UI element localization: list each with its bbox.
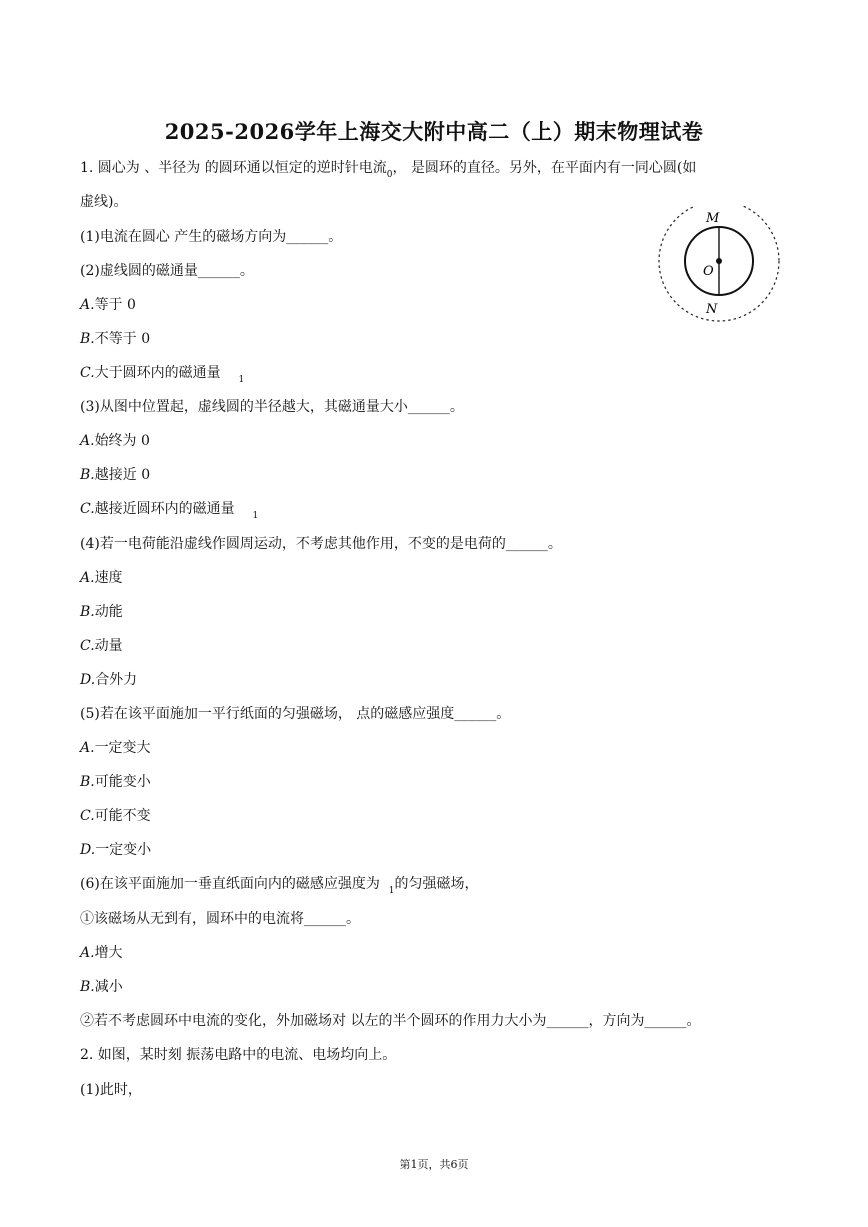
q1-p2-option-c: C.大于圆环内的磁通量 $_1$ [80, 365, 245, 385]
q1-part3: (3)从图中位置起，虚线圆的半径越大，其磁通量大小______。 [80, 399, 464, 415]
label-m: M [706, 211, 720, 226]
q1-part1: (1)电流在圆心 产生的磁场方向为______。 [80, 229, 343, 245]
center-dot [716, 258, 722, 264]
q1-p2-option-a: A.等于 0 [80, 297, 136, 313]
q1-p3-option-c: C.越接近圆环内的磁通量 $_1$ [80, 501, 259, 521]
label-o: O [703, 264, 714, 279]
ring-figure [655, 206, 783, 326]
q1-p2-option-b: B.不等于 0 [80, 331, 151, 347]
q1-stem: 1. 圆心为 、半径为 的圆环通以恒定的逆时针电流$_0$， 是圆环的直径。另外，在平面内有一同心圆(如 [80, 160, 697, 180]
q1-p6i-option-a: A.增大 [80, 945, 123, 961]
q1-stem-line2: 虚线)。 [80, 194, 128, 210]
label-n: N [706, 302, 718, 317]
q1-part6-ii: ②若不考虑圆环中电流的变化，外加磁场对 以左的半个圆环的作用力大小为______，方向为______。 [80, 1013, 701, 1029]
q1-part6: (6)在该平面施加一垂直纸面向内的磁感应强度为 $_1$的匀强磁场， [80, 876, 479, 896]
q1-p5-option-a: A.一定变大 [80, 740, 151, 756]
q1-p5-option-d: D.一定变小 [80, 842, 152, 858]
page-footer: 第1页，共6页 [399, 1158, 469, 1171]
q1-p5-option-b: B.可能变小 [80, 774, 151, 790]
q1-p3-option-b: B.越接近 0 [80, 467, 151, 483]
q2-part1: (1)此时， [80, 1082, 142, 1098]
q1-part5: (5)若在该平面施加一平行纸面的匀强磁场， 点的磁感应强度______。 [80, 706, 511, 722]
q1-p4-option-d: D.合外力 [80, 672, 138, 688]
q1-p4-option-a: A.速度 [80, 570, 123, 586]
q1-part4: (4)若一电荷能沿虚线作圆周运动，不考虑其他作用，不变的是电荷的______。 [80, 536, 562, 552]
q1-p5-option-c: C.可能不变 [80, 808, 151, 824]
q1-part2: (2)虚线圆的磁通量______。 [80, 263, 254, 279]
page-title: 2025-2026学年上海交大附中高二（上）期末物理试卷 [164, 119, 704, 144]
q1-part6-i: ①该磁场从无到有，圆环中的电流将______。 [80, 911, 360, 927]
q1-p4-option-b: B.动能 [80, 604, 123, 620]
q2-stem: 2. 如图，某时刻 振荡电路中的电流、电场均向上。 [80, 1047, 397, 1063]
q1-p6i-option-b: B.减小 [80, 979, 123, 995]
q1-p3-option-a: A.始终为 0 [80, 433, 150, 449]
ring-diagram [655, 206, 783, 326]
q1-p4-option-c: C.动量 [80, 638, 123, 654]
